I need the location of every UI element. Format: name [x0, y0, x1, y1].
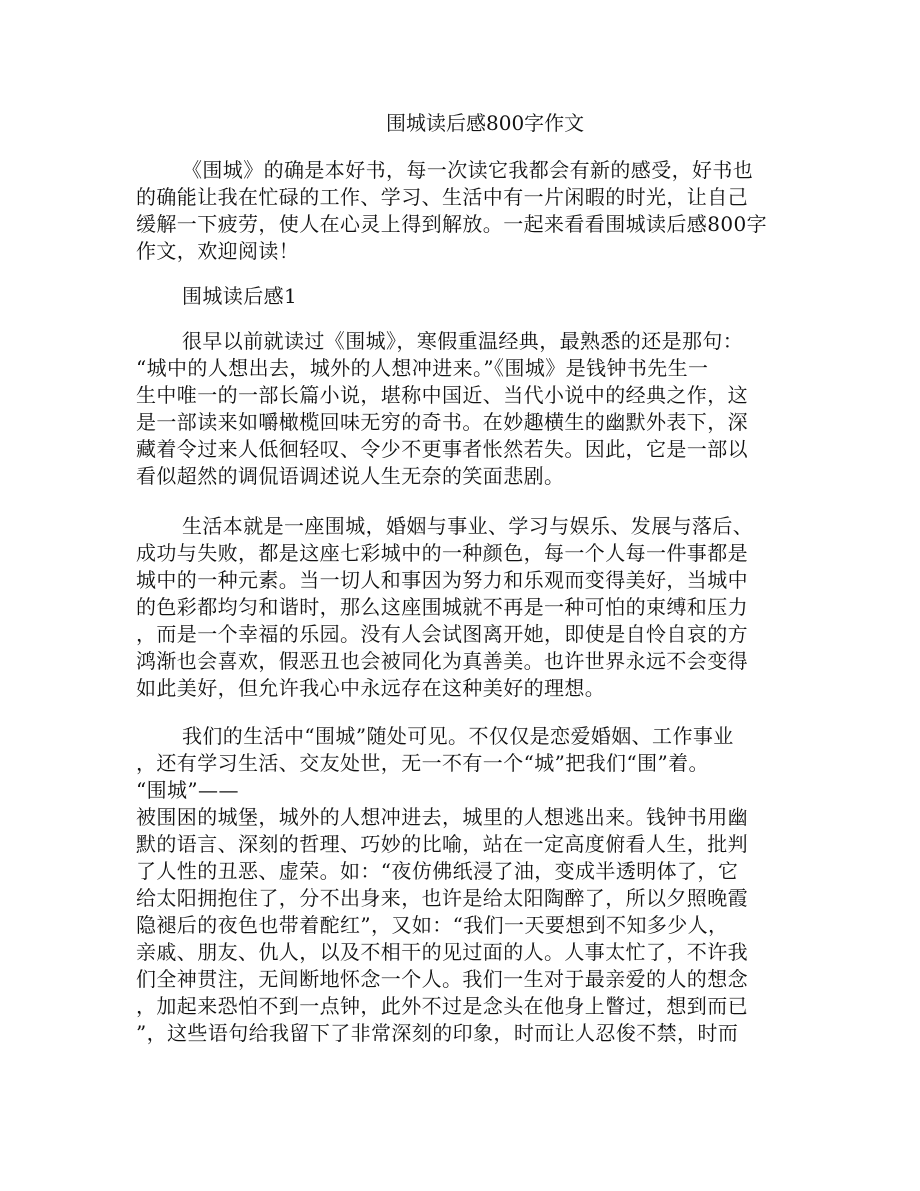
intro-line: 《围城》的确是本好书，每一次读它我都会有新的感受，好书也 — [182, 158, 754, 182]
paragraph-line: “围城”—— — [136, 778, 239, 802]
paragraph-line: 的色彩都均匀和谐时，那么这座围城就不再是一种可怕的束缚和压力 — [136, 595, 748, 619]
paragraph-line: ”，这些语句给我留下了非常深刻的印象，时而让人忍俊不禁，时而 — [136, 1021, 739, 1045]
paragraph-line: 是一部读来如嚼橄榄回味无穷的奇书。在妙趣横生的幽默外表下，深 — [136, 410, 748, 434]
paragraph-line: 我们的生活中“围城”随处可见。不仅仅是恋爱婚姻、工作事业 — [182, 724, 734, 748]
paragraph-line: 隐褪后的夜色也带着酡红”，又如：“我们一天要想到不知多少人， — [136, 913, 729, 937]
intro-line: 缓解一下疲劳，使人在心灵上得到解放。一起来看看围城读后感800字 — [136, 212, 767, 236]
paragraph-line: 们全神贯注，无间断地怀念一个人。我们一生对于最亲爱的人的想念 — [136, 967, 748, 991]
paragraph-line: 鸿渐也会喜欢，假恶丑也会被同化为真善美。也许世界永远不会变得 — [136, 649, 748, 673]
paragraph-line: “城中的人想出去，城外的人想冲进来。”《围城》是钱钟书先生一 — [136, 356, 709, 380]
paragraph-line: ，加起来恐怕不到一点钟，此外不过是念头在他身上瞥过，想到而已 — [136, 994, 748, 1018]
paragraph-line: ，而是一个幸福的乐园。没有人会试图离开她，即使是自怜自哀的方 — [136, 622, 748, 646]
paragraph-line: 默的语言、深刻的哲理、巧妙的比喻，站在一定高度俯看人生，批判 — [136, 832, 748, 856]
intro-line: 作文，欢迎阅读！ — [136, 239, 300, 263]
paragraph-line: 被围困的城堡，城外的人想冲进去，城里的人想逃出来。钱钟书用幽 — [136, 805, 748, 829]
section-heading: 围城读后感1 — [182, 284, 298, 308]
paragraph-line: 如此美好，但允许我心中永远存在这种美好的理想。 — [136, 676, 606, 700]
paragraph-line: 生活本就是一座围城，婚姻与事业、学习与娱乐、发展与落后、 — [182, 514, 754, 538]
paragraph-line: ，还有学习生活、交友处世，无一不有一个“城”把我们“围”着。 — [136, 751, 709, 775]
paragraph-line: 成功与失败，都是这座七彩城中的一种颜色，每一个人每一件事都是 — [136, 541, 748, 565]
intro-line: 的确能让我在忙碌的工作、学习、生活中有一片闲暇的时光，让自己 — [136, 185, 748, 209]
document-title: 围城读后感800字作文 — [386, 111, 585, 135]
paragraph-line: 城中的一种元素。当一切人和事因为努力和乐观而变得美好，当城中 — [136, 568, 748, 592]
paragraph-line: 给太阳拥抱住了，分不出身来，也许是给太阳陶醉了，所以夕照晚霞 — [136, 886, 748, 910]
paragraph-line: 藏着令过来人低徊轻叹、令少不更事者怅然若失。因此，它是一部以 — [136, 437, 748, 461]
paragraph-line: 亲戚、朋友、仇人，以及不相干的见过面的人。人事太忙了，不许我 — [136, 940, 748, 964]
paragraph-line: 看似超然的调侃语调述说人生无奈的笑面悲剧。 — [136, 464, 565, 488]
paragraph-line: 很早以前就读过《围城》，寒假重温经典，最熟悉的还是那句： — [182, 329, 744, 353]
paragraph-line: 生中唯一的一部长篇小说，堪称中国近、当代小说中的经典之作，这 — [136, 383, 748, 407]
paragraph-line: 了人性的丑恶、虚荣。如：“夜仿佛纸浸了油，变成半透明体了，它 — [136, 859, 739, 883]
